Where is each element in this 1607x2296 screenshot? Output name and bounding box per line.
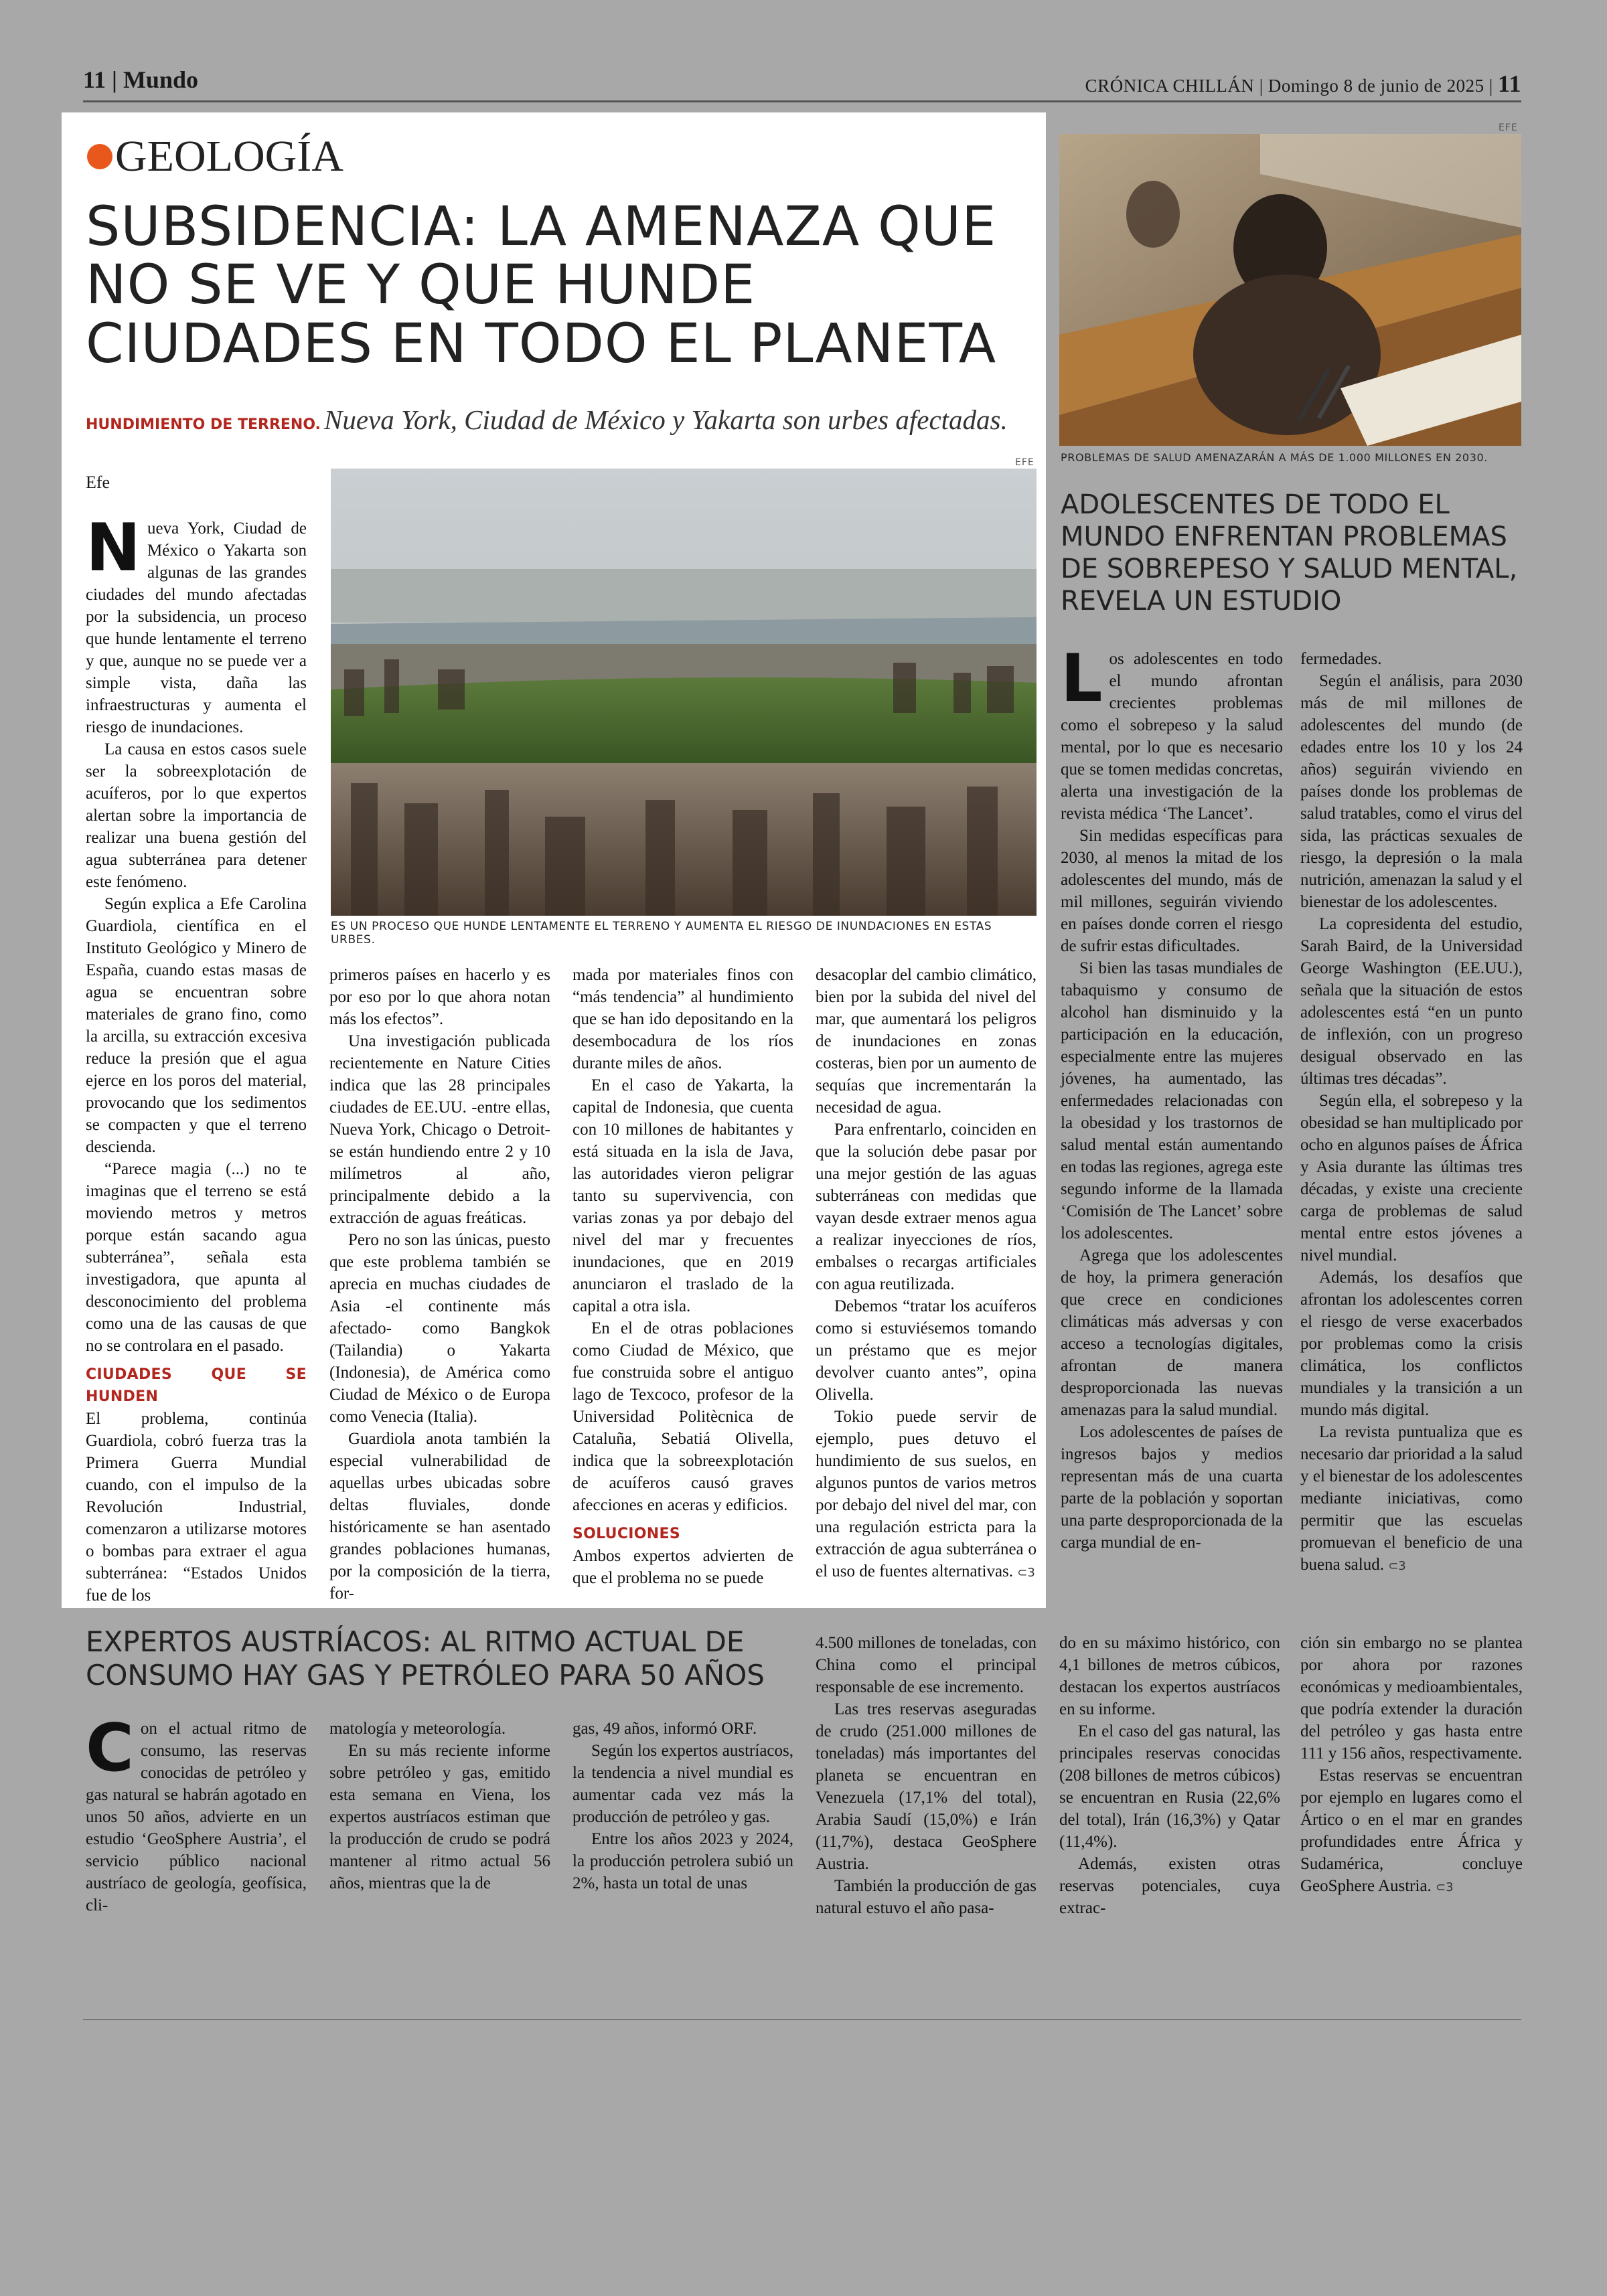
paragraph: Los adolescentes de países de ingresos bajos y medios representan más de una cuarta parte de la población y soportan una parte desproporcionada de la carga mundial de en-: [1061, 1423, 1283, 1552]
paragraph: El problema, continúa Guardiola, cobró fuerza tras la Primera Guerra Mundial cuando, con el impulso de la Revolución Industrial, comenzaron a utilizarse motores o bombas para extraer el agua subterránea: “Estados Unidos fue de los: [86, 1410, 307, 1605]
page-number-right: 11: [1497, 70, 1521, 97]
dropcap: N: [86, 510, 141, 586]
bottom-headline: EXPERTOS AUSTRÍACOS: AL RITMO ACTUAL DE CONSUMO HAY GAS Y PETRÓLEO PARA 50 AÑOS: [86, 1625, 765, 1692]
classroom-students-image: [1059, 134, 1521, 446]
paragraph: Además, existen otras reservas potenciales, cuya extrac-: [1059, 1855, 1280, 1917]
side-photo-caption: PROBLEMAS DE SALUD AMENAZARÁN A MÁS DE 1.000 MILLONES EN 2030.: [1061, 451, 1488, 464]
header-rule: [83, 100, 1521, 102]
bottom-column-1: [86, 1710, 307, 1916]
paragraph: En el de otras poblaciones como Ciudad de México, que fue construida sobre el antiguo lago de Texcoco, profesor de la Universidad Politècnica de Cataluña, Sebatiá Olivella, indica que la sobreexplotación de acuíferos causó graves afecciones en aceras y edificios.: [572, 1319, 793, 1514]
paragraph: Según explica a Efe Carolina Guardiola, científica en el Instituto Geológico y Minero de España, cuando estas masas de agua se encuentran sobre materiales de grano fino, como la arcilla, su extracción excesiva reduce la presión que el agua ejerce en los poros del material, provocando que los sedimentos se compacten y que el terreno descienda.: [86, 895, 307, 1156]
paragraph: primeros países en hacerlo y es por eso por lo que ahora notan más los efectos”.: [329, 966, 550, 1028]
photo-credit: EFE: [1015, 457, 1035, 468]
paragraph: Agrega que los adolescentes de hoy, la primera generación que crece en condiciones climáticas más adversas y con acceso a tecnologías digitales, afrontan de manera desproporcionada las nuevas amenazas para la salud mundial.: [1061, 1246, 1283, 1419]
paragraph: gas, 49 años, informó ORF.: [572, 1720, 757, 1738]
paragraph: desacoplar del cambio climático, bien por la subida del nivel del mar, que aumentará los peligros de inundaciones en zonas costeras, bien por un aumento de sequías que incrementarán la necesidad de agua.: [816, 966, 1037, 1117]
bottom-column-3: [572, 1718, 793, 1894]
bottom-column-6: [1300, 1632, 1523, 1898]
kicker: [87, 131, 343, 182]
kicker-dot-icon: [87, 144, 112, 169]
paragraph: También la producción de gas natural estuvo el año pasa-: [816, 1877, 1037, 1917]
paragraph: mada por materiales finos con “más tendencia” al hundimiento que se han ido depositando en la desembocadura de los ríos durante miles de años.: [572, 966, 793, 1072]
side-column-2: [1300, 648, 1523, 1577]
end-mark-icon: ⊂3: [1017, 1566, 1035, 1580]
paragraph: matología y meteorología.: [329, 1720, 506, 1738]
paragraph: Guardiola anota también la especial vulnerabilidad de aquellas urbes ubicadas sobre deltas fluviales, donde históricamente se han asentado grandes poblaciones humanas, por la composición de la tierra, for-: [329, 1430, 550, 1603]
paragraph: Debemos “tratar los acuíferos como si estuviésemos tomando un préstamo que es mejor devolver cuanto antes”, opina Olivella.: [816, 1297, 1037, 1404]
deck-text: Nueva York, Ciudad de México y Yakarta son urbes afectadas.: [324, 404, 1008, 435]
bottom-column-5: [1059, 1632, 1280, 1919]
paragraph: 4.500 millones de toneladas, con China como el principal responsable de ese incremento.: [816, 1634, 1037, 1696]
footer-rule: [83, 2019, 1521, 2020]
side-headline: ADOLESCENTES DE TODO EL MUNDO ENFRENTAN PROBLEMAS DE SOBREPESO Y SALUD MENTAL, REVELA UN ESTUDIO: [1061, 489, 1518, 617]
paragraph: La copresidenta del estudio, Sarah Baird, de la Universidad George Washington (EE.UU.), señala que la situación de estos adolescentes está “en un punto de inflexión, con un progreso desigual observado en las últimas tres décadas”.: [1300, 915, 1523, 1088]
subheading: SOLUCIONES: [572, 1526, 680, 1542]
new-york-skyline-image: [331, 469, 1037, 916]
paragraph: Para enfrentarlo, coinciden en que la solución debe pasar por una mejor gestión de las aguas subterráneas con medidas que vayan desde extraer menos agua a realizar inyecciones de ríos, embalses o recargas artificiales con agua reutilizada.: [816, 1121, 1037, 1293]
side-photo-credit: EFE: [1499, 122, 1518, 133]
paragraph: ción sin embargo no se plantea por ahora por razones económicas y medioambientales, que podría extender la duración del petróleo y gas hasta entre 111 y 156 años, respectivamente.: [1300, 1634, 1523, 1762]
bottom-column-4: [816, 1632, 1037, 1919]
paragraph: Pero no son las únicas, puesto que este problema también se aprecia en muchas ciudades de Asia -el continente más afectado- como Bangkok (Tailandia) o Yakarta (Indonesia), de América como Ciudad de México o de Europa como Venecia (Italia).: [329, 1231, 550, 1426]
deck-label: HUNDIMIENTO DE TERRENO.: [86, 416, 321, 433]
publication-info: CRÓNICA CHILLÁN | Domingo 8 de junio de 2025 | 11: [1085, 70, 1521, 97]
end-mark-icon: ⊂3: [1388, 1559, 1406, 1573]
paragraph: La causa en estos casos suele ser la sobreexplotación de acuíferos, por lo que expertos alertan sobre la importancia de realizar una buena gestión del agua subterránea para detener este fenómeno.: [86, 740, 307, 891]
subheading: CIUDADES QUE SE HUNDEN: [86, 1366, 307, 1405]
skyline-photo: [331, 469, 1037, 916]
paragraph: “Parece magia (...) no te imaginas que el terreno se está moviendo metros y metros porque están sacando agua subterránea”, señala esta investigadora, que apunta al desconocimiento del problema como una de las causas de que no se controlara en el pasado.: [86, 1160, 307, 1355]
paragraph: La revista puntualiza que es necesario dar prioridad a la salud y el bienestar de los adolescentes mediante iniciativas, como permitir que las escuelas promuevan el beneficio de una buena salud. ⊂3: [1300, 1423, 1523, 1574]
photo-caption: ES UN PROCESO QUE HUNDE LENTAMENTE EL TERRENO Y AUMENTA EL RIESGO DE INUNDACIONES EN ESTAS URBES.: [331, 920, 992, 947]
paragraph: Sin medidas específicas para 2030, al menos la mitad de los adolescentes del mundo, más de mil millones, seguirán viviendo en países donde corren el riesgo de sufrir estas dificultades.: [1061, 827, 1283, 955]
section-name: Mundo: [123, 66, 198, 93]
paragraph: En su más reciente informe sobre petróleo y gas, emitido esta semana en Viena, los expertos austríacos estiman que la producción de crudo se podrá mantener al ritmo actual 56 años, mientras que la de: [329, 1742, 550, 1892]
end-mark-icon: ⊂3: [1436, 1880, 1454, 1894]
paragraph: Las tres reservas aseguradas de crudo (251.000 millones de toneladas) más importantes del planeta se encuentran en Venezuela (17,1% del total), Arabia Saudí (15,0%) e Irán (11,7%), destaca GeoSphere Austria.: [816, 1700, 1037, 1873]
paragraph: Ambos expertos advierten de que el problema no se puede: [572, 1547, 793, 1587]
dropcap: C: [86, 1710, 134, 1787]
main-deck: [86, 404, 1037, 436]
dropcap: L: [1061, 641, 1103, 717]
byline: Efe: [86, 473, 110, 492]
paragraph: Una investigación publicada recientemente en Nature Cities indica que las 28 principales ciudades de EE.UU. -entre ellas, Nueva York, Chicago o Detroit- se están hundiendo entre 2 y 10 milímetros al año, principalmente debido a la extracción de aguas freáticas.: [329, 1032, 550, 1227]
side-photo: [1059, 134, 1521, 446]
paragraph: En el caso del gas natural, las principales reservas conocidas (208 billones de metros cúbicos) se encuentran en Rusia (22,6% del total), Irán (16,3%) y Qatar (11,4%).: [1059, 1722, 1280, 1851]
main-column-1: [86, 510, 307, 1607]
paragraph: Según ella, el sobrepeso y la obesidad se han multiplicado por ocho en algunos países de África y Asia durante las últimas tres décadas, y existe una creciente carga de problemas de salud mental entre estos jóvenes a nivel mundial.: [1300, 1092, 1523, 1264]
side-column-1: [1061, 641, 1283, 1554]
paragraph: Estas reservas se encuentran por ejemplo en lugares como el Ártico o en el mar en grandes profundidades entre África y Sudamérica, concluye GeoSphere Austria. ⊂3: [1300, 1767, 1523, 1895]
main-column-3: [572, 964, 793, 1589]
paragraph: Tokio puede servir de ejemplo, pues detuvo el hundimiento de sus suelos, en algunos puntos de varios metros por debajo del nivel del mar, con una regulación estricta para la extracción de agua subterránea o el uso de fuentes alternativas. ⊂3: [816, 1408, 1037, 1580]
paragraph: Según los expertos austríacos, la tendencia a nivel mundial es aumentar cada vez más la producción de petróleo y gas.: [572, 1742, 793, 1826]
paragraph: fermedades.: [1300, 650, 1382, 668]
bottom-column-2: [329, 1718, 550, 1894]
main-column-2: [329, 964, 550, 1605]
page-number-left: 11 | Mundo: [83, 66, 198, 93]
publication-name: CRÓNICA CHILLÁN: [1085, 76, 1255, 96]
paragraph: do en su máximo histórico, con 4,1 billones de metros cúbicos, destacan los expertos austríacos en su informe.: [1059, 1634, 1280, 1718]
paragraph: En el caso de Yakarta, la capital de Indonesia, que cuenta con 10 millones de habitantes y está situada en la isla de Java, las autoridades vieron peligrar tanto su supervivencia, con varias zonas ya por debajo del nivel del mar y frecuentes inundaciones, que en 2019 anunciaron el traslado de la capital a otra isla.: [572, 1076, 793, 1315]
kicker-label: GEOLOGÍA: [115, 132, 343, 181]
main-headline: SUBSIDENCIA: LA AMENAZA QUE NO SE VE Y QUE HUNDE CIUDADES EN TODO EL PLANETA: [86, 195, 997, 376]
paragraph: Según el análisis, para 2030 más de mil millones de adolescentes del mundo (de edades entre los 10 y los 24 años) seguirán viviendo en países donde los problemas de salud tratables, como el virus del sida, las prácticas sexuales de riesgo, la depresión o la mala nutrición, amenazan la salud y el bienestar de los adolescentes.: [1300, 672, 1523, 911]
main-column-4: [816, 964, 1037, 1584]
issue-date: Domingo 8 de junio de 2025: [1268, 76, 1484, 96]
paragraph: ueva York, Ciudad de México o Yakarta son algunas de las grandes ciudades del mundo afectadas por la subsidencia, un proceso que hunde lentamente el terreno y que, aunque no se puede ver a simple vista, daña las infraestructuras y aumenta el riesgo de inundaciones.: [86, 519, 307, 736]
paragraph: Además, los desafíos que afrontan los adolescentes corren el riesgo de verse exacerbados por problemas como la crisis climática, los conflictos mundiales y la transición a un mundo más digital.: [1300, 1268, 1523, 1419]
paragraph: Entre los años 2023 y 2024, la producción petrolera subió un 2%, hasta un total de unas: [572, 1830, 793, 1892]
paragraph: on el actual ritmo de consumo, las reservas conocidas de petróleo y gas natural se habrán agotado en unos 50 años, advierte en un estudio ‘GeoSphere Austria’, el servicio público nacional austríaco de geología, geofísica, cli-: [86, 1720, 307, 1914]
paragraph: Si bien las tasas mundiales de tabaquismo y consumo de alcohol han disminuido y la participación en la educación, especialmente entre las mujeres jóvenes, ha aumentado, las enfermedades relacionadas con la obesidad y los trastornos de salud mental están aumentando en todas las regiones, agrega este segundo informe de la llamada ‘Comisión de The Lancet’ sobre los adolescentes.: [1061, 959, 1283, 1242]
paragraph: os adolescentes en todo el mundo afrontan crecientes problemas como el sobrepeso y la salud mental, por lo que es necesario que se tomen medidas concretas, alerta una investigación de la revista médica ‘The Lancet’.: [1061, 650, 1283, 823]
